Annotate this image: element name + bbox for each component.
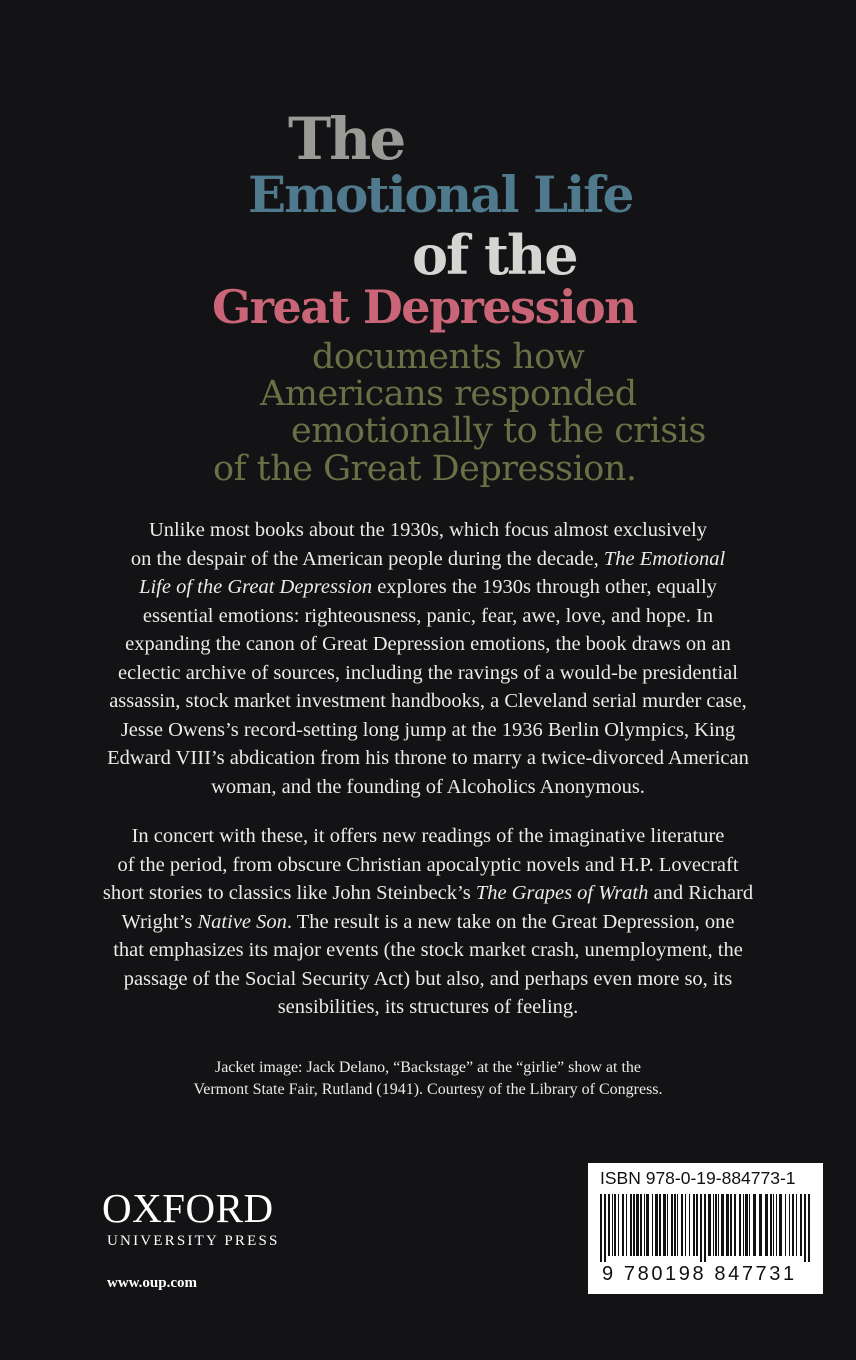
barcode-bar [739, 1194, 741, 1256]
book-title-italic: Native Son [197, 910, 287, 933]
credit-line-2: Vermont State Fair, Rutland (1941). Courtesy of the Library of Congress. [193, 1081, 663, 1098]
barcode-bar [655, 1194, 658, 1256]
barcode-bar [779, 1194, 782, 1256]
barcode-bar [640, 1194, 642, 1256]
barcode-bar [713, 1194, 714, 1256]
paragraph-line: of the period, from obscure Christian apocalyptic novels and H.P. Lovecraft [117, 853, 739, 876]
barcode-bar [726, 1194, 729, 1256]
tagline-line-1: documents how [312, 337, 585, 377]
barcode-bar [718, 1194, 719, 1256]
barcode-bar [659, 1194, 661, 1256]
barcode-bar [715, 1194, 717, 1256]
title-of-the: of the [412, 223, 577, 287]
barcode-bar [633, 1194, 635, 1256]
barcode-bar [693, 1194, 695, 1256]
credit-line-1: Jacket image: Jack Delano, “Backstage” at the “girlie” show at the [214, 1059, 642, 1076]
barcode-bar [600, 1194, 602, 1262]
barcode-bar [646, 1194, 649, 1256]
barcode-bar [785, 1194, 786, 1256]
barcode-bar [789, 1194, 790, 1256]
barcode-bar [612, 1194, 613, 1256]
paragraph-line: Wright’s Native Son. The result is a new take on the Great Depression, one [121, 910, 735, 933]
title-the: The [288, 105, 405, 173]
barcode-bar [753, 1194, 756, 1256]
barcode-bar [614, 1194, 616, 1256]
barcode-bar [604, 1194, 606, 1262]
book-title-italic: Life of the Great Depression [139, 576, 373, 598]
barcode-bar [708, 1194, 711, 1256]
barcode-bar [677, 1194, 678, 1256]
barcode-bar [685, 1194, 686, 1256]
barcode-bar [759, 1194, 762, 1256]
paragraph-line: Edward VIII’s abdication from his throne to marry a twice-divorced American [107, 747, 749, 769]
barcode-bar [721, 1194, 724, 1256]
paragraph-line: essential emotions: righteousness, panic, fear, awe, love, and hope. In [142, 604, 714, 627]
barcode-bar [770, 1194, 772, 1256]
barcode-bar [608, 1194, 610, 1256]
barcode-bar [674, 1194, 676, 1256]
jacket-image-credit [80, 1057, 776, 1101]
barcode-bar [730, 1194, 732, 1256]
barcode-bar [667, 1194, 668, 1256]
paragraph-line: passage of the Social Security Act) but also, and perhaps even more so, its [123, 967, 733, 990]
tagline-line-2: Americans responded [260, 374, 637, 414]
barcode-bar [808, 1194, 810, 1262]
barcode-bar [776, 1194, 777, 1256]
tagline-line-4: of the Great Depression. [213, 449, 637, 489]
barcode-bar [800, 1194, 802, 1256]
paragraph-line: on the despair of the American people during the decade, The Emotional [130, 547, 726, 570]
barcode-bar [804, 1194, 806, 1262]
isbn-label: ISBN 978-0-19-884773-1 [600, 1168, 796, 1188]
paragraph-line: eclectic archive of sources, including the ravings of a would-be presidential [118, 661, 738, 684]
barcode-bar [644, 1194, 645, 1256]
paragraph-line: sensibilities, its structures of feeling. [277, 996, 579, 1018]
book-title-italic: The Emotional [603, 547, 726, 570]
barcode-bar [689, 1194, 690, 1256]
barcode-bar [745, 1194, 748, 1256]
paragraph-line: that emphasizes its major events (the stock market crash, unemployment, the [113, 939, 743, 961]
barcode-bar [630, 1194, 632, 1256]
paragraph-line: In concert with these, it offers new readings of the imaginative literature [131, 825, 725, 847]
university-press-label: UNIVERSITY PRESS [107, 1233, 280, 1249]
book-title-italic: The Grapes of Wrath [475, 882, 649, 904]
barcode-bar [652, 1194, 653, 1256]
barcode-bar [636, 1194, 639, 1256]
paragraph-line: Jesse Owens’s record-setting long jump at the 1936 Berlin Olympics, King [120, 718, 736, 741]
barcode-bar [796, 1194, 797, 1256]
barcode-bar [663, 1194, 666, 1256]
paragraph-line: Life of the Great Depression explores the 1930s through other, equally [139, 576, 717, 598]
barcode-bar [626, 1194, 627, 1256]
barcode-bar [743, 1194, 744, 1256]
barcode-bar [622, 1194, 624, 1256]
title-emotional-life: Emotional Life [248, 165, 633, 224]
barcode-bar [792, 1194, 794, 1256]
barcode-bar [749, 1194, 750, 1256]
barcode-bar [765, 1194, 768, 1256]
paragraph-line: woman, and the founding of Alcoholics Anonymous. [211, 775, 645, 798]
paragraph-line: assassin, stock market investment handbooks, a Cleveland serial murder case, [109, 690, 747, 712]
barcode-bar [618, 1194, 619, 1256]
paragraph-line: expanding the canon of Great Depression emotions, the book draws on an [125, 633, 731, 655]
barcode-icon [598, 1194, 814, 1262]
oxford-logo: OXFORD [102, 1185, 274, 1231]
barcode-bar [704, 1194, 706, 1262]
barcode-bar [700, 1194, 702, 1262]
tagline-line-3: emotionally to the crisis [291, 411, 706, 451]
description-paragraph-2 [60, 822, 796, 1022]
barcode-bar [734, 1194, 736, 1256]
barcode-bar [696, 1194, 698, 1256]
barcode-bar [773, 1194, 774, 1256]
paragraph-line: short stories to classics like John Steinbeck’s The Grapes of Wrath and Richard [102, 882, 754, 904]
publisher-website: www.oup.com [107, 1275, 198, 1291]
paragraph-line: Unlike most books about the 1930s, which focus almost exclusively [149, 519, 707, 541]
description-paragraph-1 [60, 516, 796, 801]
barcode-bar [681, 1194, 683, 1256]
barcode-bar [671, 1194, 673, 1256]
barcode-digits: 9 780198 847731 [602, 1263, 797, 1285]
title-great-depression: Great Depression [212, 280, 637, 334]
